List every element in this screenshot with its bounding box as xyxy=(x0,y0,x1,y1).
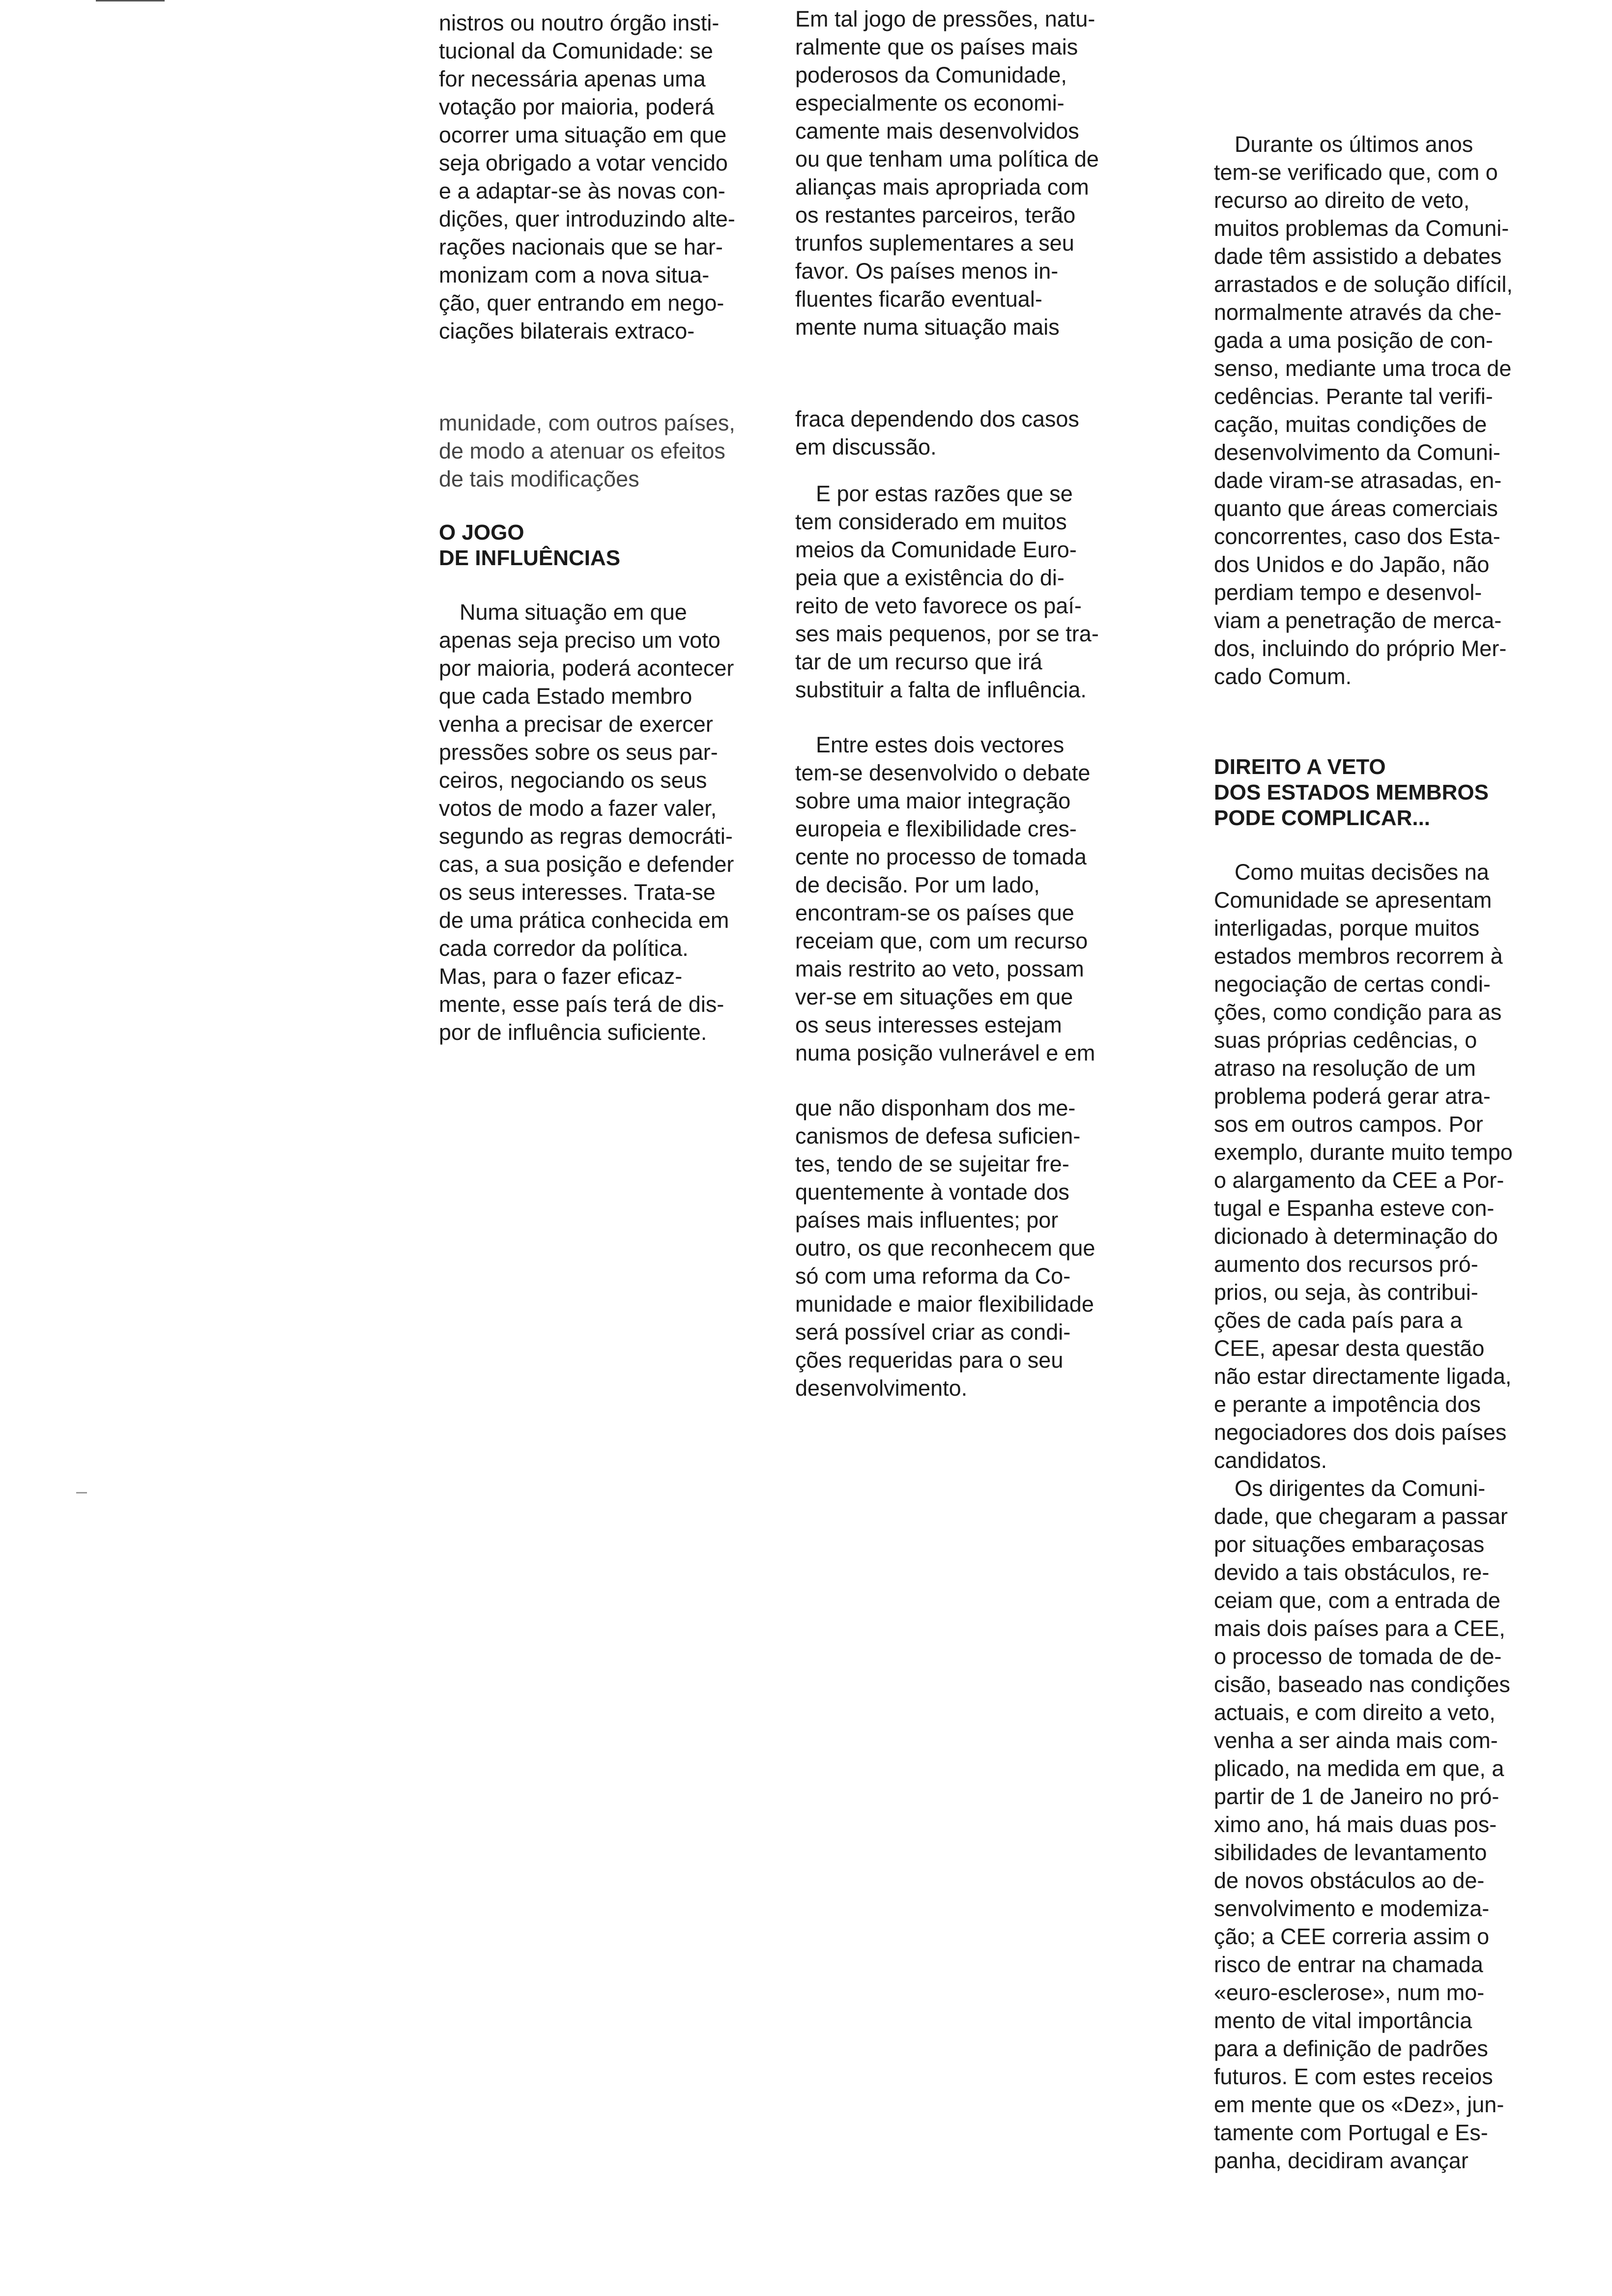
text-line: meios da Comunidade Euro- xyxy=(795,537,1077,562)
text-line: mente numa situação mais xyxy=(795,315,1060,340)
text-line: por maioria, poderá acontecer xyxy=(439,656,734,681)
text-line: munidade, com outros países, xyxy=(439,410,735,435)
text-line: que cada Estado membro xyxy=(439,684,692,709)
column-1-block-a xyxy=(439,9,748,345)
section-heading-o-jogo xyxy=(439,520,748,571)
text-line: venha a precisar de exercer xyxy=(439,712,713,737)
text-line: de modo a atenuar os efeitos xyxy=(439,438,725,463)
text-line: dos Unidos e do Japão, não xyxy=(1214,552,1490,577)
text-line: ver-se em situações em que xyxy=(795,984,1073,1009)
text-line: em mente que os «Dez», jun- xyxy=(1214,2092,1504,2117)
text-line: rações nacionais que se har- xyxy=(439,234,723,259)
text-line: tem considerado em muitos xyxy=(795,509,1067,534)
text-line: numa posição vulnerável e em xyxy=(795,1040,1095,1065)
text-line: ção, quer entrando em nego- xyxy=(439,290,724,316)
text-line: que não disponham dos me- xyxy=(795,1095,1076,1120)
text-line: trunfos suplementares a seu xyxy=(795,230,1074,256)
text-line: cada corredor da política. xyxy=(439,936,689,961)
text-line: tes, tendo de se sujeitar fre- xyxy=(795,1151,1069,1177)
text-line: de novos obstáculos ao de- xyxy=(1214,1868,1485,1893)
text-line: ou que tenham uma política de xyxy=(795,146,1099,172)
text-line: Em tal jogo de pressões, natu- xyxy=(795,6,1095,31)
text-line: viam a penetração de merca- xyxy=(1214,608,1502,633)
text-line: Numa situação em que xyxy=(460,600,687,625)
text-line: suas próprias cedências, o xyxy=(1214,1028,1477,1053)
text-line: dade têm assistido a debates xyxy=(1214,244,1502,269)
column-2-block-d xyxy=(795,731,1120,1067)
text-line: ses mais pequenos, por se tra- xyxy=(795,621,1099,646)
text-line: cente no processo de tomada xyxy=(795,844,1087,869)
text-line: desenvolvimento da Comuni- xyxy=(1214,440,1500,465)
text-line: cisão, baseado nas condições xyxy=(1214,1672,1510,1697)
column-3-block-c xyxy=(1214,1474,1538,2175)
text-line: concorrentes, caso dos Esta- xyxy=(1214,524,1500,549)
column-2-block-a xyxy=(795,5,1120,341)
text-line: interligadas, porque muitos xyxy=(1214,916,1480,941)
text-line: plicado, na medida em que, a xyxy=(1214,1756,1504,1781)
text-line: DIREITO A VETO xyxy=(1214,755,1386,779)
text-line: CEE, apesar desta questão xyxy=(1214,1336,1485,1361)
text-line: tamente com Portugal e Es- xyxy=(1214,2120,1488,2145)
text-line: canismos de defesa suficien- xyxy=(795,1123,1081,1148)
column-2-block-b xyxy=(795,405,1120,461)
text-line: os seus interesses estejam xyxy=(795,1012,1062,1037)
column-3-block-b xyxy=(1214,858,1538,1474)
text-line: negociação de certas condi- xyxy=(1214,972,1491,997)
column-2 xyxy=(795,5,1120,1402)
text-line: de decisão. Por um lado, xyxy=(795,872,1040,897)
text-line: Entre estes dois vectores xyxy=(816,732,1065,757)
text-line: os restantes parceiros, terão xyxy=(795,202,1076,228)
text-line: o alargamento da CEE a Por- xyxy=(1214,1168,1504,1193)
text-line: fluentes ficarão eventual- xyxy=(795,287,1042,312)
text-line: aumento dos recursos pró- xyxy=(1214,1252,1478,1277)
text-line: não estar directamente ligada, xyxy=(1214,1364,1512,1389)
text-line: para a definição de padrões xyxy=(1214,2036,1488,2061)
text-line: cado Comum. xyxy=(1214,664,1352,689)
text-line: por de influência suficiente. xyxy=(439,1020,707,1045)
text-line: dade, que chegaram a passar xyxy=(1214,1504,1508,1529)
text-line: poderosos da Comunidade, xyxy=(795,62,1067,87)
text-line: Como muitas decisões na xyxy=(1235,860,1489,885)
text-line: mento de vital importância xyxy=(1214,2008,1472,2033)
text-line: ções de cada país para a xyxy=(1214,1308,1463,1333)
text-line: quentemente à vontade dos xyxy=(795,1179,1069,1205)
text-line: normalmente através da che- xyxy=(1214,300,1502,325)
text-line: votação por maioria, poderá xyxy=(439,94,715,119)
text-line: ções, como condição para as xyxy=(1214,1000,1502,1025)
text-line: dicionado à determinação do xyxy=(1214,1224,1498,1249)
text-line: Comunidade se apresentam xyxy=(1214,888,1492,913)
column-1 xyxy=(439,9,748,1046)
text-line: quanto que áreas comerciais xyxy=(1214,496,1498,521)
text-line: alianças mais apropriada com xyxy=(795,174,1089,200)
text-line: ximo ano, há mais duas pos- xyxy=(1214,1812,1497,1837)
text-line: seja obrigado a votar vencido xyxy=(439,150,728,175)
text-line: cação, muitas condições de xyxy=(1214,412,1487,437)
text-line: mais restrito ao veto, possam xyxy=(795,956,1084,981)
column-3-block-a xyxy=(1214,130,1538,690)
text-line: perdiam tempo e desenvol- xyxy=(1214,580,1482,605)
text-line: estados membros recorrem à xyxy=(1214,944,1503,969)
text-line: tem-se desenvolvido o debate xyxy=(795,760,1091,785)
text-line: candidatos. xyxy=(1214,1448,1327,1473)
text-line: DE INFLUÊNCIAS xyxy=(439,546,621,570)
text-line: sos em outros campos. Por xyxy=(1214,1112,1483,1137)
text-line: futuros. E com estes receios xyxy=(1214,2064,1493,2089)
text-line: tar de um recurso que irá xyxy=(795,649,1042,674)
text-line: for necessária apenas uma xyxy=(439,66,706,91)
text-line: votos de modo a fazer valer, xyxy=(439,796,717,821)
text-line: Mas, para o fazer eficaz- xyxy=(439,964,683,989)
text-line: risco de entrar na chamada xyxy=(1214,1952,1483,1977)
text-line: O JOGO xyxy=(439,520,524,545)
text-line: atraso na resolução de um xyxy=(1214,1056,1476,1081)
text-line: apenas seja preciso um voto xyxy=(439,628,720,653)
text-line: desenvolvimento. xyxy=(795,1376,968,1401)
text-line: reito de veto favorece os paí- xyxy=(795,593,1082,618)
column-1-block-b xyxy=(439,409,748,493)
text-line: dos, incluindo do próprio Mer- xyxy=(1214,636,1507,661)
text-line: ceiros, negociando os seus xyxy=(439,768,707,793)
text-line: especialmente os economi- xyxy=(795,90,1065,115)
text-line: em discussão. xyxy=(795,434,937,459)
text-line: tugal e Espanha esteve con- xyxy=(1214,1196,1495,1221)
text-line: outro, os que reconhecem que xyxy=(795,1235,1095,1261)
text-line: partir de 1 de Janeiro no pró- xyxy=(1214,1784,1499,1809)
text-line: favor. Os países menos in- xyxy=(795,258,1059,284)
text-line: ciações bilaterais extraco- xyxy=(439,318,695,344)
text-line: Os dirigentes da Comuni- xyxy=(1235,1476,1486,1501)
text-line: peia que a existência do di- xyxy=(795,565,1065,590)
text-line: senvolvimento e modemiza- xyxy=(1214,1896,1490,1921)
text-line: venha a ser ainda mais com- xyxy=(1214,1728,1498,1753)
text-line: nistros ou noutro órgão insti- xyxy=(439,10,720,35)
text-line: E por estas razões que se xyxy=(816,481,1073,506)
text-line: ceiam que, com a entrada de xyxy=(1214,1588,1500,1613)
text-line: PODE COMPLICAR... xyxy=(1214,806,1431,830)
text-line: receiam que, com um recurso xyxy=(795,928,1088,953)
text-line: exemplo, durante muito tempo xyxy=(1214,1140,1513,1165)
text-line: de tais modificações xyxy=(439,466,639,491)
text-line: dições, quer introduzindo alte- xyxy=(439,206,735,231)
column-2-block-c xyxy=(795,480,1120,704)
text-line: DOS ESTADOS MEMBROS xyxy=(1214,780,1489,804)
text-line: substituir a falta de influência. xyxy=(795,677,1087,702)
text-line: tem-se verificado que, com o xyxy=(1214,160,1498,185)
text-line: tucional da Comunidade: se xyxy=(439,38,713,63)
text-line: munidade e maior flexibilidade xyxy=(795,1292,1094,1317)
text-line: sibilidades de levantamento xyxy=(1214,1840,1487,1865)
section-heading-direito-a-veto xyxy=(1214,754,1538,831)
text-line: será possível criar as condi- xyxy=(795,1320,1071,1345)
text-line: mente, esse país terá de dis- xyxy=(439,992,724,1017)
text-line: mais dois países para a CEE, xyxy=(1214,1616,1505,1641)
text-line: encontram-se os países que xyxy=(795,900,1074,925)
text-line: e a adaptar-se às novas con- xyxy=(439,178,725,203)
text-line: cedências. Perante tal verifi- xyxy=(1214,384,1493,409)
text-line: prios, ou seja, às contribui- xyxy=(1214,1280,1478,1305)
text-line: ção; a CEE correria assim o xyxy=(1214,1924,1490,1949)
text-line: sobre uma maior integração xyxy=(795,788,1071,813)
text-line: camente mais desenvolvidos xyxy=(795,118,1079,144)
text-line: fraca dependendo dos casos xyxy=(795,406,1079,431)
text-line: e perante a impotência dos xyxy=(1214,1392,1481,1417)
text-line: gada a uma posição de con- xyxy=(1214,328,1493,353)
text-line: arrastados e de solução difícil, xyxy=(1214,272,1513,297)
column-2-block-e xyxy=(795,1094,1120,1402)
text-line: ralmente que os países mais xyxy=(795,34,1078,59)
text-line: «euro-esclerose», num mo- xyxy=(1214,1980,1485,2005)
margin-mark xyxy=(76,1492,87,1493)
text-line: devido a tais obstáculos, re- xyxy=(1214,1560,1490,1585)
text-line: monizam com a nova situa- xyxy=(439,262,710,287)
text-line: por situações embaraçosas xyxy=(1214,1532,1485,1557)
text-line: o processo de tomada de de- xyxy=(1214,1644,1502,1669)
top-rule xyxy=(96,0,165,1)
text-line: Durante os últimos anos xyxy=(1235,132,1473,157)
text-line: os seus interesses. Trata-se xyxy=(439,880,716,905)
text-line: países mais influentes; por xyxy=(795,1207,1059,1233)
text-line: cas, a sua posição e defender xyxy=(439,852,734,877)
text-line: negociadores dos dois países xyxy=(1214,1420,1507,1445)
text-line: segundo as regras democráti- xyxy=(439,824,733,849)
text-line: pressões sobre os seus par- xyxy=(439,740,718,765)
text-line: dade viram-se atrasadas, en- xyxy=(1214,468,1502,493)
text-line: ções requeridas para o seu xyxy=(795,1348,1064,1373)
text-line: panha, decidiram avançar xyxy=(1214,2148,1468,2173)
text-line: europeia e flexibilidade cres- xyxy=(795,816,1077,841)
text-line: senso, mediante uma troca de xyxy=(1214,356,1512,381)
text-line: ocorrer uma situação em que xyxy=(439,122,727,147)
text-line: só com uma reforma da Co- xyxy=(795,1263,1071,1289)
text-line: muitos problemas da Comuni- xyxy=(1214,216,1509,241)
text-line: problema poderá gerar atra- xyxy=(1214,1084,1491,1109)
column-3 xyxy=(1214,130,1538,2175)
text-line: recurso ao direito de veto, xyxy=(1214,188,1470,213)
text-line: actuais, e com direito a veto, xyxy=(1214,1700,1496,1725)
column-1-block-c xyxy=(439,598,748,1046)
text-line: de uma prática conhecida em xyxy=(439,908,729,933)
